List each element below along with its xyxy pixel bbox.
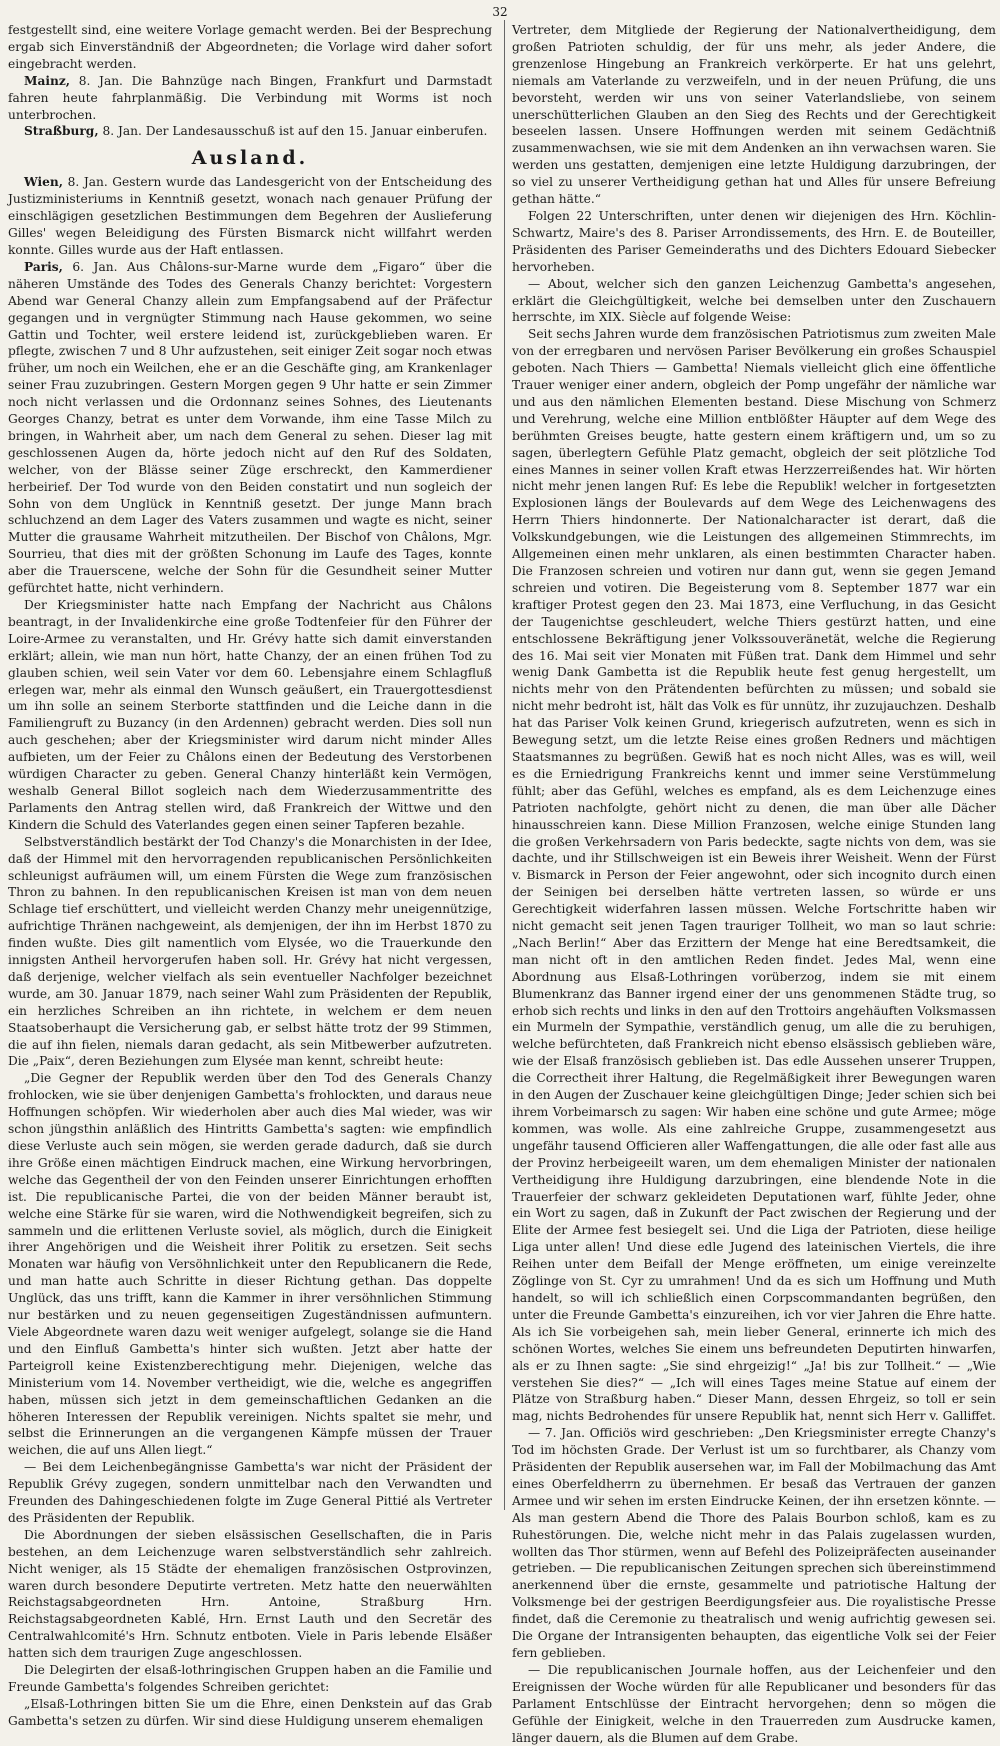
paragraph-abordnungen: Die Abordnungen der sieben elsässischen Gesellschaften, die in Paris bestehen, an dem Leichenzuge waren selbstverständlich sehr zahlreich. Nicht weniger, als 15 Städte der ehemaligen französischen Ostprovinzen, waren durch besondere Deputirte vertreten. Metz hatte den neuerwählten Reichstagsabgeordneten Hrn. Antoine, Straßburg Hrn. Reichstagsabgeordneten Kablé, Hrn. Ernst Lauth und den Secretär des Centralwahlcomité's Hrn. Schnutz entboten. Viele in Paris lebende Elsäßer hatten sich dem traurigen Zuge angeschlossen.	[8, 1527, 492, 1661]
paragraph-leichenbegaengnis: — Bei dem Leichenbegängnisse Gambetta's war nicht der Präsident der Republik Grévy zugegen, sondern unmittelbar nach den Verwandten und Freunden des Dahingeschiedenen folgte im Zuge General Pittié als Vertreter des Präsidenten der Republik.	[8, 1460, 492, 1525]
column-divider	[504, 20, 505, 1510]
right-column	[512, 22, 996, 1745]
paragraph-about: — About, welcher sich den ganzen Leichenzug Gambetta's angesehen, erklärt die Gleichgültigkeit, welche bei demselben unter den Zuschauern herrschte, im XIX. Siècle auf folgende Weise:	[512, 276, 996, 325]
section-heading-ausland: Ausland.	[191, 147, 309, 170]
paragraph-elsass-letter: „Elsaß-Lothringen bitten Sie um die Ehre, einen Denkstein auf das Grab Gambetta's setzen zu dürfen. Wir sind diese Huldigung unserem ehemaligen	[8, 1696, 492, 1728]
news-item-wien	[8, 174, 492, 259]
paragraph-kriegsminister: Der Kriegsminister hatte nach Empfang der Nachricht aus Châlons beantragt, in der Invalidenkirche eine große Todtenfeier für den Führer der Loire-Armee zu veranstalten, und Hr. Grévy hatte sich damit einverstanden erklärt; allein, wie man nun hört, hatte Chanzy, der an einen frühen Tod zu glauben schien, weil sein Vater vor dem 60. Lebensjahre einem Schlagfluß erlegen war, mehr als einmal den Wunsch geäußert, ein Trauergottesdienst um ihn solle an seinem Sterborte stattfinden und die Leiche dann in die Familiengruft zu Buzancy (in den Ardennen) gebracht werden. Dies soll nun auch geschehen; aber der Kriegsminister wird darum nicht minder Alles aufbieten, um der Feier zu Châlons einen der Bedeutung des Verstorbenen würdigen Character zu geben. General Chanzy hinterläßt kein Vermögen, weshalb General Billot sogleich nach dem Wiederzusammentritte des Parlaments den Antrag stellen wird, daß Frankreich der Wittwe und den Kindern die Schuld des Vaterlandes gegen einen seiner Tapferen bezahle.	[8, 598, 492, 832]
dateline-place: Wien,	[24, 175, 63, 190]
article-continuation: festgestellt sind, eine weitere Vorlage gemacht werden. Bei der Besprechung ergab sich Einverständniß der Abgeordneten; die Vorlage wird daher sofort eingebracht werden.	[8, 23, 492, 71]
dateline-place: Straßburg,	[24, 124, 99, 139]
left-column	[8, 22, 492, 1728]
paragraph-paix-quote: „Die Gegner der Republik werden über den Tod des Generals Chanzy frohlocken, wie sie über denjenigen Gambetta's frohlockten, und daraus neue Hoffnungen schöpfen. Wir wiederholen aber auch dies Mal wieder, was wir schon jüngsthin anläßlich des Hintritts Gambetta's sagten: wie empfindlich diese Verluste auch sein mögen, sie werden gerade dadurch, daß sie durch ihre Größe einen mächtigen Eindruck machen, eine Wirkung hervorbringen, welche das Gegentheil der von den Feinden unserer Einrichtungen erhofften ist. Die republicanische Partei, die von der beiden Männer beraubt ist, welche eine Stärke für sie waren, wird die Nothwendigkeit begreifen, sich zu sammeln und die erlittenen Verluste soviel, als möglich, durch die Einigkeit ihrer Angehörigen und die Weisheit ihrer Politik zu ersetzen. Seit sechs Monaten war häufig von Versöhnlichkeit unter den Republicanern die Rede, und man hatte auch Schritte in dieser Richtung gethan. Das doppelte Unglück, das uns trifft, kann die Kammer in ihrer versöhnlichen Stimmung nur bestärken und zu neuen gegenseitigen Zugeständnissen aufmuntern. Viele Abgeordnete waren dazu weit weniger aufgelegt, solange sie die Hand und den Einfluß Gambetta's hinter sich wußten. Jetzt aber hatte der Parteigroll keine Existenzberechtigung mehr. Diejenigen, welche das Ministerium vom 14. November vertheidigt, wie die, welche es angegriffen haben, müssen sich jetzt in dem gemeinschaftlichen Gedanken an die höheren Interessen der Republik vereinigen. Nichts spaltet sie mehr, und selbst die Erinnerungen an die vergangenen Kämpfe müssen der Trauer weichen, die auf uns Allen liegt.“	[8, 1071, 492, 1458]
news-item-mainz	[8, 73, 492, 124]
news-item-paris	[8, 259, 492, 597]
news-text: 8. Jan. Der Landesausschuß ist auf den 15. Januar einberufen.	[98, 124, 488, 139]
news-text: 6. Jan. Aus Châlons-sur-Marne wurde dem „Figaro“ über die näheren Umstände des Todes des Generals Chanzy berichtet: Vorgestern Abend war General Chanzy allein zum Empfangsabend auf der Präfectur gegangen und in vergnügter Stimmung nach Hause gekommen, wo seine Gattin und Tochter, weil erstere leidend ist, zurückgeblieben waren. Er pflegte, zwischen 7 und 8 Uhr aufzustehen, seit einiger Zeit sogar noch etwas früher, um noch ein Weilchen, ehe er an die Geschäfte ging, am Krankenlager seiner Frau zuzubringen. Gestern Morgen gegen 9 Uhr hatte er sein Zimmer noch nicht verlassen und die Ordonnanz seines Sohnes, des Lieutenants Georges Chanzy, betrat es unter dem Vorwande, ihm eine Tasse Milch zu bringen, in Wahrheit aber, um nach dem General zu sehen. Dieser lag mit geschlossenen Augen da, hörte jedoch nicht auf den Ruf des Soldaten, welcher, von der Blässe seiner Züge erschreckt, den Kammerdiener herbeirief. Der Tod wurde von den Beiden constatirt und nun sogleich der Sohn von dem Unglück in Kenntniß gesetzt. Der junge Mann brach schluchzend an dem Lager des Vaters zusammen und wagte es nicht, seiner Mutter die grausame Wahrheit mitzutheilen. Der Bischof von Châlons, Mgr. Sourrieu, that dies mit der größten Schonung im Laufe des Tages, konnte aber die Trauerscene, welche der Sohn für die Gesundheit seiner Mutter gefürchtet hatte, nicht verhindern.	[8, 259, 492, 596]
dateline-place: Paris,	[24, 259, 63, 274]
news-text: 8. Jan. Die Bahnzüge nach Bingen, Frankfurt und Darmstadt fahren heute fahrplanmäßig. Die Verbindung mit Worms ist noch unterbrochen.	[8, 73, 492, 122]
page-number: 32	[492, 5, 508, 19]
news-item-strassburg	[8, 123, 492, 140]
news-text: 8. Jan. Gestern wurde das Landesgericht von der Entscheidung des Justizministeriums in Kenntniß gesetzt, wonach nach genauer Prüfung der einschlägigen gesetzlichen Bestimmungen dem Begehren der Auslieferung Gilles' wegen Beleidigung des Fürsten Bismarck nicht willfahrt werden konnte. Gilles wurde aus der Haft entlassen.	[8, 175, 492, 257]
paragraph-about-essay: Seit sechs Jahren wurde dem französischen Patriotismus zum zweiten Male von der erregbaren und nervösen Pariser Bevölkerung ein großes Schauspiel geboten. Nach Thiers — Gambetta! Niemals vielleicht glich eine öffentliche Trauer weniger einer andern, obgleich der Pomp ungefähr der nämliche war und aus den nämlichen Elementen bestand. Diese Mischung von Schmerz und Verehrung, welche eine Million entblößter Häupter auf dem Wege des berühmten Greises beugte, hatte gestern einem kräftigern und, um so zu sagen, überlegtern Gefühle Platz gemacht, obgleich der seit plötzliche Tod eines Mannes in seiner vollen Kraft etwas Herzzerreißendes hat. Wir hörten nicht mehr jenen langen Ruf: Es lebe die Republik! welcher in fortgesetzten Explosionen längs der Boulevards auf dem Wege des Leichenwagens des Herrn Thiers hindonnerte. Der Nationalcharacter ist derart, daß die Volkskundgebungen, wie die Leistungen des allgemeinen Stimmrechts, im Allgemeinen einen mehr unklaren, als einen bestimmten Character haben. Die Franzosen schreien und votiren nur dann gut, wenn sie gegen Jemand schreien und votiren. Die Begeisterung vom 8. September 1877 war ein kraftiger Protest gegen den 23. Mai 1873, eine Verfluchung, in das Gesicht der Taugenichtse geschleudert, welche Thiers gestürzt hatten, und eine entschlossene Bekräftigung jener Volkssouveränetät, welche die Regierung des 16. Mai seit vier Monaten mit Füßen trat. Dank dem Himmel und sehr wenig Dank Gambetta ist die Republik heute fest genug hergestellt, um nichts mehr von den Prätendenten befürchten zu müssen; und sobald sie nicht mehr bedroht ist, hält das Volk es für unnütz, ihr zuzujauchzen. Deshalb hat das Pariser Volk keinen Grund, kriegerisch aufzutreten, wenn es sich in Bewegung setzt, um die letzte Reise eines großen Redners und mächtigen Staatsmannes zu begrüßen. Gewiß hat es noch nicht Alles, was es will, weil es die Erniedrigung Frankreichs kennt und immer seine Verstümmelung fühlt; aber das Gefühl, welches es empfand, als es dem Leichenzuge eines Patrioten nachfolgte, gehört nicht zu denen, die man über alle Dächer hinausschreien kann. Diese Million Franzosen, welche einige Stunden lang die großen Verkehrsadern von Paris bedeckte, sagte nichts von dem, was sie dachte, und ihr Stillschweigen ist ein Beweis ihrer Weisheit. Wenn der Fürst v. Bismarck in Person der Feier angewohnt, oder sich incognito durch einen der Seinigen bei derselben hätte vertreten lassen, so würde er uns Gerechtigkeit widerfahren lassen müssen. Welche Fortschritte haben wir nicht gemacht seit jenen Tagen trauriger Tollheit, wo man so laut schrie: „Nach Berlin!“ Aber das Erzittern der Menge hat eine Beredtsamkeit, die man nicht oft in den amtlichen Reden findet. Jedes Mal, wenn eine Abordnung aus Elsaß-Lothringen vorüberzog, indem sie mit einem Blumenkranz das Banner irgend einer der uns genommenen Städte trug, so erhob sich rechts und links in den auf den Trottoirs angehäuften Volksmassen ein Murmeln der Sympathie, verständlich genug, um alle die zu beruhigen, welche befürchteten, daß Frankreich nicht ebenso elsässisch geblieben wäre, wie der Elsaß französisch geblieben ist. Das edle Aussehen unserer Truppen, die Correctheit ihrer Haltung, die Regelmäßigkeit ihrer Bewegungen waren in den Augen der Zuschauer keine gleichgültigen Dinge; Jeder schien sich bei ihrem Vorbeimarsch zu sagen: Wir haben eine schöne und gute Armee; möge kommen, was wolle. Als eine zahlreiche Gruppe, zusammengesetzt aus ungefähr tausend Officieren aller Waffengattungen, die alle oder fast alle aus der Provinz herbeigeeilt waren, um dem ehemaligen Minister der nationalen Vertheidigung ihre Huldigung darzubringen, eine blendende Note in die Trauerfeier der schwarz gekleideten Deputationen warf, fühlte Jeder, ohne ein Wort zu sagen, daß in Zukunft der Pact zwischen der Regierung und der Elite der Armee fest besiegelt sei. Und die Liga der Patrioten, diese heilige Liga unter allen! Und diese edle Jugend des lateinischen Viertels, die ihre Reihen unter dem Beifall der Menge eröffneten, um einige vereinzelte Zöglinge von St. Cyr zu umrahmen! Und da es sich um Hoffnung und Muth handelt, so will ich schließlich einen Corpscommandanten begrüßen, den unter die Freunde Gambetta's einzureihen, ich vor vier Jahren die Ehre hatte. Als ich Sie vorbeigehen sah, mein lieber General, erinnerte ich mich des schönen Wortes, welches Sie einem uns befreundeten Deputirten hinwarfen, als er zu Ihnen sagte: „Sie sind ehrgeizig!“ „Ja! bis zur Tollheit.“ — „Wie verstehen Sie dies?“ — „Ich will eines Tages meine Statue auf einem der Plätze von Straßburg haben.“ Dieser Mann, dessen Ehrgeiz, so toll er sein mag, nichts Bedrohendes für unsere Republik hat, nennt sich Herr v. Galliffet.	[512, 327, 996, 1424]
paragraph-journale: — Die republicanischen Journale hoffen, aus der Leichenfeier und den Ereignissen der Woche würden für alle Republicaner und besonders für das Parlament Entschlüsse der Eintracht hervorgehen; denn so mögen die Gefühle der Einigkeit, welche in den Trauerreden zum Ausdrucke kamen, länger dauern, als die Blumen auf dem Grabe.	[512, 1662, 996, 1745]
paragraph-monarchisten: Selbstverständlich bestärkt der Tod Chanzy's die Monarchisten in der Idee, daß der Himmel mit den hervorragenden republicanischen Persönlichkeiten schleunigst aufräumen will, um einem Fürsten die Wege zum französischen Thron zu bahnen. In den republicanischen Kreisen ist man von dem neuen Schlage tief erschüttert, und vielleicht werden Chanzy mehr uneigennützige, aufrichtige Thränen nachgeweint, als demjenigen, der ihn im Herbst 1870 zu finden wußte. Dies gilt namentlich vom Elysée, wo die Trauerkunde den innigsten Antheil hervorgerufen haben soll. Hr. Grévy hat nicht vergessen, daß derjenige, welcher vielfach als sein eventueller Nachfolger bezeichnet wurde, am 30. Januar 1879, nach seiner Wahl zum Präsidenten der Republik, ein herzliches Schreiben an ihn richtete, in welchem er dem neuen Staatsoberhaupt die Versicherung gab, er selbst hätte trotz der 99 Stimmen, die auf ihn fielen, niemals daran gedacht, als sein Mitbewerber aufzutreten. Die „Paix“, deren Beziehungen zum Elysée man kennt, schreibt heute:	[8, 834, 492, 1069]
dateline-place: Mainz,	[24, 73, 71, 88]
paragraph-delegirten: Die Delegirten der elsaß-lothringischen Gruppen haben an die Familie und Freunde Gambetta's folgendes Schreiben gerichtet:	[8, 1663, 492, 1694]
paragraph-officioes: — 7. Jan. Officiös wird geschrieben: „Den Kriegsminister erregte Chanzy's Tod im höchsten Grade. Der Verlust ist um so furchtbarer, als Chanzy vom Präsidenten der Republik ausersehen war, im Fall der Mobilmachung das Amt eines Oberfeldherrn zu übernehmen. Er besaß das Vertrauen der ganzen Armee und wir sehen im ersten Eindrucke Keinen, der ihn ersetzen könnte. — Als man gestern Abend die Thore des Palais Bourbon schloß, kam es zu Ruhestörungen. Die, welche nicht mehr in das Palais zugelassen wurden, wollten das Thor stürmen, wenn auf Befehl des Polizeipräfecten auseinander getrieben. — Die republicanischen Zeitungen sprechen sich übereinstimmend anerkennend über die ernste, gesammelte und patriotische Haltung der Volksmenge bei der gestrigen Beerdigungsfeier aus. Die royalistische Presse findet, daß die Ceremonie zu theatralisch und wenig aufrichtig gewesen sei. Die Organe der Intransigenten behaupten, das eigentliche Volk sei der Feier fern geblieben.	[512, 1426, 996, 1660]
paragraph-unterschriften: Folgen 22 Unterschriften, unter denen wir diejenigen des Hrn. Köchlin-Schwartz, Maire's des 8. Pariser Arrondissements, des Hrn. E. de Bouteiller, Präsidenten des Pariser Gemeinderaths und des Dichters Edouard Siebecker hervorheben.	[512, 208, 996, 274]
letter-continuation: Vertreter, dem Mitgliede der Regierung der Nationalvertheidigung, dem großen Patrioten schuldig, der für uns mehr, als jeder Andere, die grenzenlose Hingebung an Frankreich verkörperte. Er hat uns gelehrt, niemals am Vaterlande zu verzweifeln, und in der neuen Prüfung, die uns bevorsteht, werden wir uns von seiner Vaterlandsliebe, von seinem unerschütterlichen Glauben an den Sieg des Rechts und der Gerechtigkeit beseelen lassen. Unsere Hoffnungen werden mit seinem Gedächtniß zusammenwachsen, wie sie mit dem Andenken an ihn verwachsen waren. Sie werden uns gestatten, demjenigen eine letzte Huldigung darzubringen, der so viel zu unserer Vertheidigung gethan hat und Alles für unsere Befreiung gethan hätte.“	[512, 23, 996, 207]
